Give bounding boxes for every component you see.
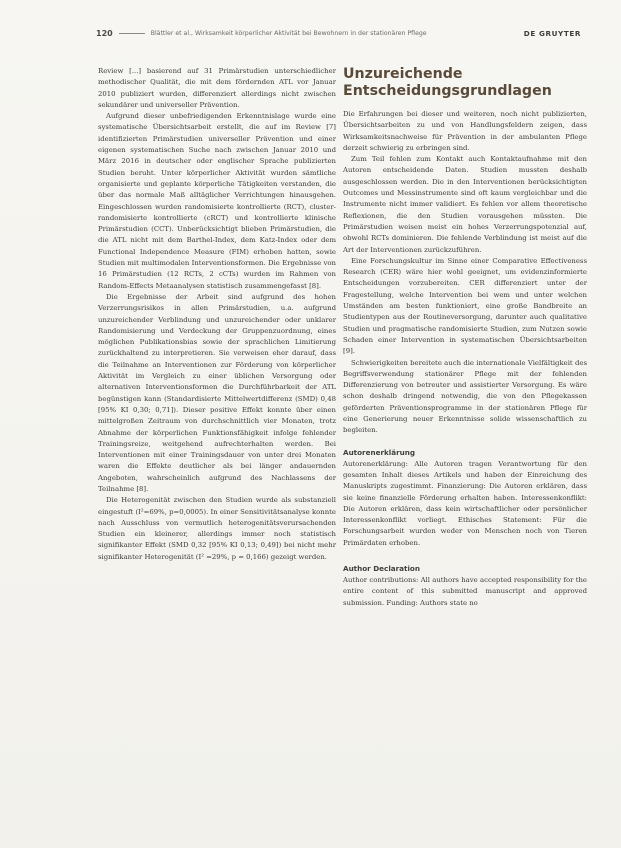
running-title: Blättler et al., Wirksamkeit körperlicher Aktivität bei Bewohnern in der stationären Pflege [150,29,427,37]
author-note-heading: Autorenerklärung [343,447,416,457]
body-paragraph: Aufgrund dieser unbefriedigenden Erkenntnislage wurde eine systematische Übersichtsarbeit erstellt, die auf im Review [7] identifizierten Primärstudien universeller Prävention und einer eigenen systematischen Suche nach zwischen Januar 2010 und März 2016 in deutscher oder englischer Sprache publizierten Studien beruht. Unter körperlicher Aktivität wurden sämtliche organisierte und geplante körperliche Tätigkeiten verstanden, die über das normale Maß alltäglicher Verrichtungen hinausgehen. Eingeschlossen wurden randomisierte kontrollierte (RCT), cluster-randomisierte kontrollierte (cRCT) und kontrollierte klinische Primärstudien (CCT). Unberücksichtigt blieben Primärstudien, die die ATL nicht mit dem Barthel-Index, dem Katz-Index oder dem Functional Independence Measure (FIM) erhoben hatten, sowie Studien mit multimodalen Interventionsformen. Die Ergebnisse von 16 Primärstudien (12 RCTs, 2 cCTs) wurden im Rahmen von Random-Effects Metaanalysen statistisch zusammengefasst [8]. [98,112,336,290]
body-paragraph: Review [...] basierend auf 31 Primärstudien unterschiedlicher methodischer Qualität, die mit dem fördernden ATL vor Januar 2010 publiziert wurden, differenziert allerdings nicht zwischen sekundärer und universeller Prävention. [98,67,336,109]
page-number: 120 [96,28,113,38]
left-column [98,66,336,563]
body-paragraph: Die Heterogenität zwischen den Studien wurde als substanziell eingestuft (I²=69%, p=0,0005). In einer Sensitivitätsanalyse konnte nach Ausschluss von vermutlich heterogenitätsverursachenden Studien ein kleinerer, allerdings immer noch statistisch signifikanter Effekt (SMD 0,32 [95% KI 0,13; 0,49]) bei nicht mehr signifikanter Heterogenität (I² =29%, p = 0,166) gezeigt werden. [98,496,336,561]
right-column [343,66,587,609]
running-head [96,26,581,40]
body-paragraph: Eine Forschungskultur im Sinne einer Comparative Effectiveness Research (CER) wäre hier wohl geeignet, um evidenzinformierte Entscheidungen vorzubereiten. CER differenziert unter der Fragestellung, welche Intervention bei wem und unter welchen Umständen am besten funktioniert, eine große Bandbreite an Studientypen aus der Routineversorgung, darunter auch qualitative Studien und pragmatische randomisierte Studien, zum Nutzen sowie Schaden einer Intervention in systematischen Übersichtsarbeiten [9]. [343,256,587,356]
publisher-logo: DE GRUYTER [523,28,581,38]
author-note-text: Autorenerklärung: Alle Autoren tragen Verantwortung für den gesamten Inhalt dieses Artikels und haben der Einreichung des Manuskripts zugestimmt. Finanzierung: Die Autoren erklären, dass sie keine finanzielle Förderung erhalten haben. Interessenkonflikt: Die Autoren erklären, dass kein wirtschaftlicher oder persönlicher Interessenkonflikt vorliegt. Ethisches Statement: Für die Forschungsarbeit wurden weder von Menschen noch von Tieren Primärdaten erhoben. [343,459,587,547]
author-declaration-heading: Author Declaration [343,563,420,573]
section-heading: Unzureichende Entscheidungsgrundlagen [343,66,552,99]
body-paragraph: Zum Teil fehlen zum Kontakt auch Kontaktaufnahme mit den Autoren entscheidende Daten. Studien mussten deshalb ausgeschlossen werden. Die in den Interventionen berücksichtigten Outcomes und Messinstrumente sind oft kaum vergleichbar und die Instrumente nicht immer validiert. Es fehlen vor allem theoretische Reflexionen, die den Studien vorausgehen müssten. Die Primärstudien weisen meist ein hohes Verzerrungspotenzial auf, obwohl RCTs dominieren. Die fehlende Verblindung ist meist auf die Art der Interventionen zurückzuführen. [343,155,587,254]
author-declaration-text: Author contributions: All authors have accepted responsibility for the entire content of this submitted manuscript and approved submission. Funding: Authors state no [343,575,587,607]
body-paragraph: Die Ergebnisse der Arbeit sind aufgrund des hohen Verzerrungsrisikos in allen Primärstudien, u.a. aufgrund unzureichender Verblindung und unzureichender oder unklarer Randomisierung und Verdeckung der Gruppenzuordnung, eines möglichen Publikationsbias sowie der sprachlichen Limitierung zurückhaltend zu interpretieren. Sie verweisen eher darauf, dass die Teilnahme an Interventionen zur Förderung von körperlicher Aktivität im Vergleich zu einer üblichen Versorgung oder alternativen Interventionsformen die Durchführbarkeit der ATL begünstigen kann (Standardisierte Mittelwertdifferenz (SMD) 0,48 [95% KI 0,30; 0,71]). Dieser positive Effekt konnte über einen mittelgroßen Zeitraum von durchschnittlich vier Monaten, trotz Abnahme der körperlichen Funktionsfähigkeit infolge fehlender Trainingsreize, weitgehend aufrechterhalten werden. Bei Interventionen mit einer Trainingsdauer von unter drei Monaten waren die Effekte deutlicher als bei länger andauernden Angeboten, wahrscheinlich aufgrund des Nachlassens der Teilnahme [8]. [98,292,336,493]
body-paragraph: Die Erfahrungen bei dieser und weiteren, noch nicht publizierten, Übersichtsarbeiten zu und von Handlungsfeldern zeigen, dass Wirksamkeitsnachweise für Prävention in der ambulanten Pflege derzeit schwierig zu erbringen sind. [343,110,587,152]
body-paragraph: Schwierigkeiten bereitete auch die internationale Vielfältigkeit des Begriffsverwendung stationärer Pflege mit der fehlenden Differenzierung von betreuter und assistierter Versorgung. Es wäre schon deshalb dringend notwendig, die von den Pflegekassen geförderten Präventionsprogramme in der stationären Pflege für eine Generierung neuer Erkenntnisse solide wissenschaftlich zu begleiten. [343,358,587,435]
header-rule [119,33,145,34]
